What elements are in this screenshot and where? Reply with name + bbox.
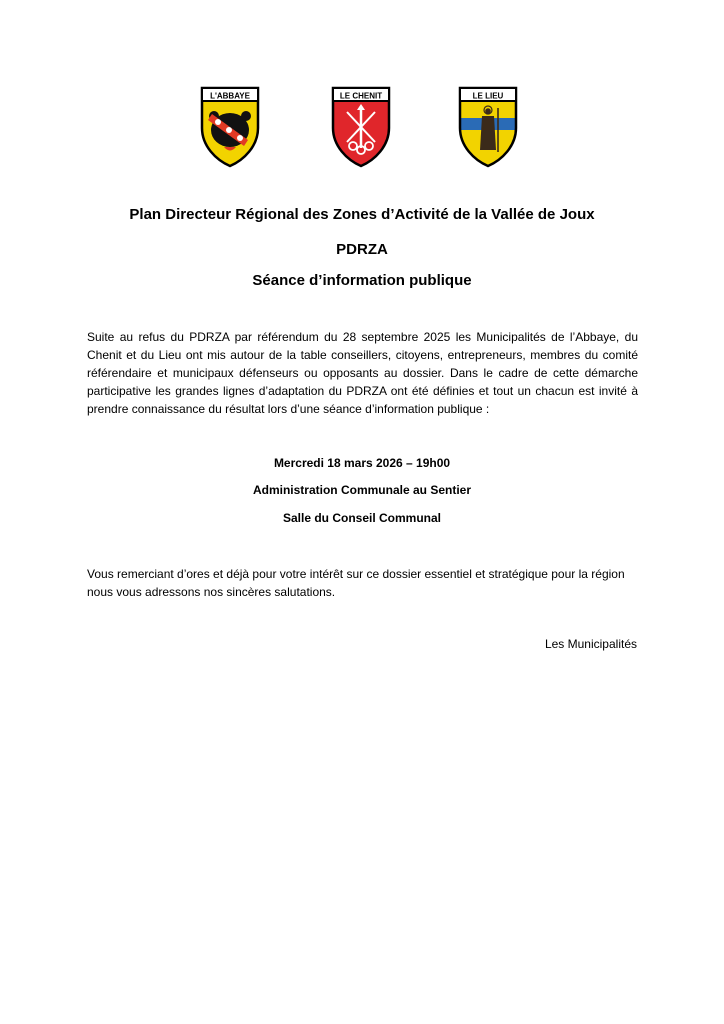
event-room: Salle du Conseil Communal: [282, 511, 442, 525]
le-chenit-coat-of-arms-icon: [329, 84, 393, 168]
intro-paragraph: Suite au refus du PDRZA par référendum du 28 septembre 2025 les Municipalités de l’Abbaye, du Chenit et du Lieu ont mis autour de la table conseillers, citoyens, entrepreneurs, membres du comité référendaire et municipaux défenseurs ou opposants au dossier. Dans le cadre de cette démarche participative les grandes lignes d’adaptation du PDRZA ont été définies et tout un chacun est invité à prendre connaissance du résultat lors d’une séance d’information publique :: [87, 330, 638, 416]
document-acronym: PDRZA: [336, 241, 388, 258]
signature: Les Municipalités: [544, 637, 637, 651]
closing-paragraph: Vous remerciant d’ores et déjà pour votre intérêt sur ce dossier essentiel et stratégique pour la région nous vous adressons nos sincères salutations.: [87, 567, 625, 599]
le-lieu-coat-of-arms-icon: [456, 84, 520, 168]
event-location: Administration Communale au Sentier: [252, 483, 472, 497]
document-subtitle: Séance d’information publique: [252, 272, 472, 289]
crest-label: L'ABBAYE: [210, 91, 250, 101]
event-date: Mercredi 18 mars 2026 – 19h00: [273, 456, 451, 470]
document-title: Plan Directeur Régional des Zones d’Activité de la Vallée de Joux: [129, 206, 595, 223]
abbaye-coat-of-arms-icon: [198, 84, 262, 168]
crests-row: [0, 84, 724, 170]
crest-label: LE LIEU: [472, 91, 504, 101]
crest-label: LE CHENIT: [339, 91, 383, 101]
